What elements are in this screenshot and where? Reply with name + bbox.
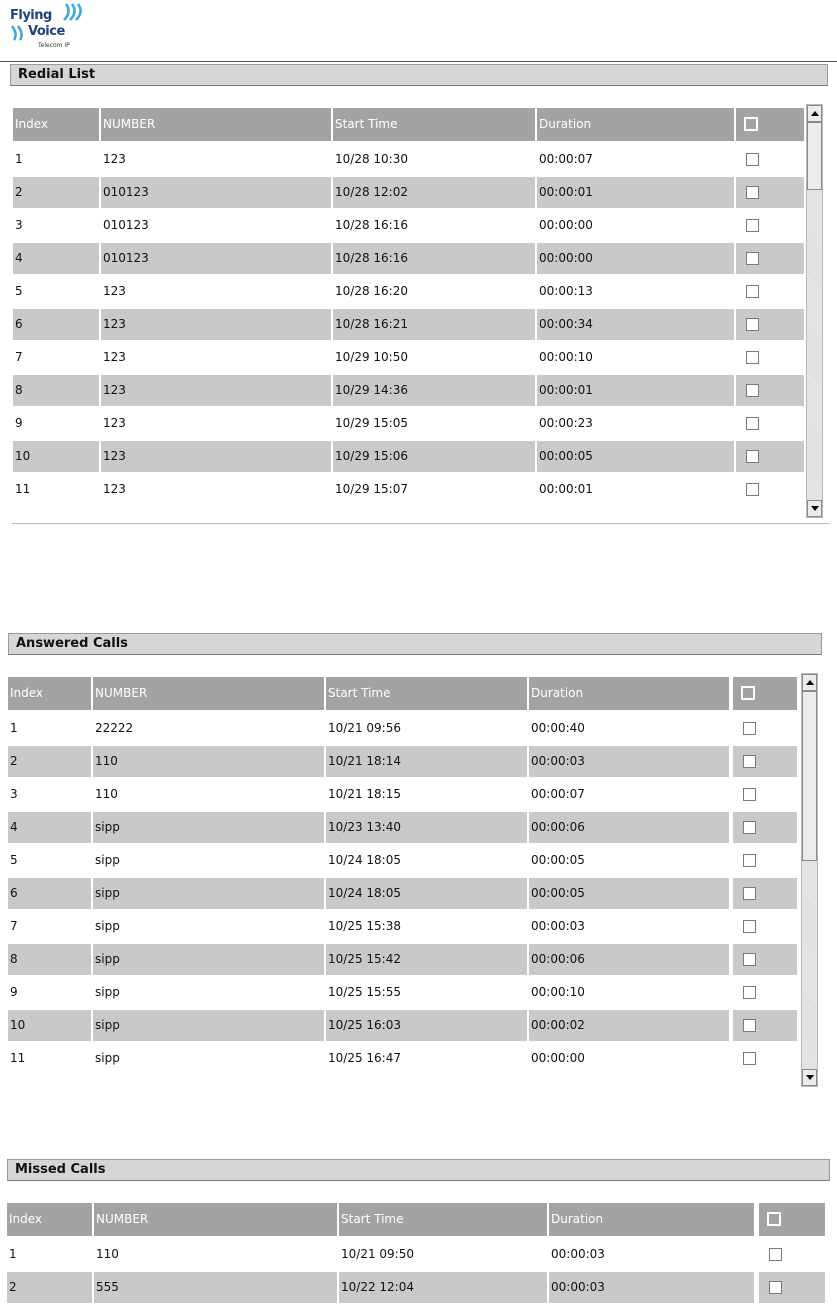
row-checkbox[interactable]	[746, 417, 759, 430]
missed-calls-header: Missed Calls	[7, 1159, 830, 1181]
row-start-time: 10/25 15:42	[326, 944, 527, 975]
column-header-duration: Duration	[537, 108, 734, 141]
row-duration: 00:00:02	[529, 1010, 729, 1041]
row-start-time: 10/21 09:50	[341, 1247, 414, 1261]
row-select-cell	[733, 1043, 797, 1074]
row-index: 10	[13, 441, 99, 472]
wave-icon	[62, 2, 84, 22]
row-duration: 00:00:07	[539, 152, 593, 166]
row-number: 123	[103, 350, 126, 364]
row-checkbox[interactable]	[746, 153, 759, 166]
row-checkbox[interactable]	[746, 318, 759, 331]
column-header-index: Index	[13, 108, 99, 141]
row-duration: 00:00:00	[537, 243, 734, 274]
row-number: sipp	[95, 985, 120, 999]
row-select-cell	[736, 243, 804, 274]
row-select-cell	[733, 878, 797, 909]
row-duration: 00:00:01	[539, 482, 593, 496]
row-checkbox[interactable]	[746, 450, 759, 463]
row-number: 123	[101, 375, 331, 406]
row-index: 1	[10, 721, 18, 735]
row-duration: 00:00:03	[549, 1272, 754, 1303]
column-header-number: NUMBER	[93, 677, 324, 710]
column-header-duration: Duration	[549, 1203, 754, 1236]
row-index: 6	[8, 878, 91, 909]
redial-list-bottom-border	[12, 523, 830, 524]
row-duration: 00:00:10	[531, 985, 585, 999]
row-index: 11	[10, 1051, 26, 1065]
row-start-time: 10/25 16:47	[328, 1051, 401, 1065]
row-checkbox[interactable]	[743, 722, 756, 735]
top-divider	[0, 61, 837, 62]
row-index: 1	[15, 152, 23, 166]
row-start-time: 10/25 15:38	[328, 919, 401, 933]
row-checkbox[interactable]	[743, 986, 756, 999]
row-checkbox[interactable]	[743, 788, 756, 801]
row-number: sipp	[95, 853, 120, 867]
row-index: 7	[15, 350, 23, 364]
row-select-cell	[733, 911, 797, 942]
column-header-number: NUMBER	[101, 108, 331, 141]
row-start-time: 10/28 16:16	[335, 218, 408, 232]
row-select-cell	[733, 746, 797, 777]
row-start-time: 10/28 16:16	[333, 243, 535, 274]
scroll-up-button[interactable]	[807, 105, 822, 122]
row-checkbox[interactable]	[746, 285, 759, 298]
row-duration: 00:00:07	[531, 787, 585, 801]
row-index: 4	[13, 243, 99, 274]
row-number: 010123	[101, 243, 331, 274]
row-index: 9	[10, 985, 18, 999]
scroll-down-button[interactable]	[802, 1069, 817, 1086]
row-number: 22222	[95, 721, 134, 735]
row-index: 2	[7, 1272, 92, 1303]
row-checkbox[interactable]	[769, 1281, 782, 1294]
row-start-time: 10/24 18:05	[326, 878, 527, 909]
row-checkbox[interactable]	[743, 1052, 756, 1065]
row-number: 123	[103, 152, 126, 166]
row-duration: 00:00:10	[539, 350, 593, 364]
row-index: 3	[15, 218, 23, 232]
arrow-down-icon	[811, 506, 819, 511]
row-index: 5	[10, 853, 18, 867]
wave-icon-left	[10, 24, 28, 42]
row-select-cell	[733, 1010, 797, 1041]
row-duration: 00:00:03	[551, 1247, 605, 1261]
row-index: 8	[8, 944, 91, 975]
row-duration: 00:00:01	[537, 375, 734, 406]
row-select-cell	[733, 944, 797, 975]
row-start-time: 10/29 15:05	[335, 416, 408, 430]
row-start-time: 10/21 18:15	[328, 787, 401, 801]
row-select-cell	[733, 977, 797, 1008]
row-index: 2	[8, 746, 91, 777]
row-index: 7	[10, 919, 18, 933]
row-duration: 00:00:05	[529, 878, 729, 909]
select-all-checkbox[interactable]	[744, 117, 758, 131]
row-number: sipp	[93, 812, 324, 843]
row-duration: 00:00:06	[529, 812, 729, 843]
row-duration: 00:00:03	[529, 746, 729, 777]
row-index: 6	[13, 309, 99, 340]
column-header-start-time: Start Time	[333, 108, 535, 141]
row-index: 5	[15, 284, 23, 298]
select-all-cell	[759, 1203, 825, 1236]
arrow-up-icon	[806, 680, 814, 685]
row-index: 1	[9, 1247, 17, 1261]
row-select-cell	[736, 144, 804, 175]
row-start-time: 10/25 15:55	[328, 985, 401, 999]
row-duration: 00:00:05	[537, 441, 734, 472]
scroll-thumb[interactable]	[802, 691, 817, 861]
answered-calls-table	[8, 677, 798, 1087]
scroll-up-button[interactable]	[802, 674, 817, 691]
select-all-cell	[736, 108, 804, 141]
row-number: sipp	[95, 919, 120, 933]
redial-list-table	[13, 108, 804, 522]
row-duration: 00:00:06	[529, 944, 729, 975]
row-checkbox[interactable]	[746, 351, 759, 364]
column-header-start-time: Start Time	[326, 677, 527, 710]
row-duration: 00:00:01	[537, 177, 734, 208]
answered-calls-header: Answered Calls	[8, 633, 822, 655]
row-index: 9	[15, 416, 23, 430]
row-index: 2	[13, 177, 99, 208]
row-checkbox[interactable]	[743, 920, 756, 933]
select-all-checkbox[interactable]	[767, 1212, 781, 1226]
row-checkbox[interactable]	[746, 186, 759, 199]
row-index: 10	[8, 1010, 91, 1041]
row-start-time: 10/29 15:07	[335, 482, 408, 496]
row-start-time: 10/23 13:40	[326, 812, 527, 843]
logo-tagline: Telecom IP	[38, 42, 70, 49]
row-start-time: 10/28 16:20	[335, 284, 408, 298]
column-header-start-time: Start Time	[339, 1203, 547, 1236]
row-duration: 00:00:40	[531, 721, 585, 735]
row-checkbox[interactable]	[743, 854, 756, 867]
row-select-cell	[736, 177, 804, 208]
row-number: sipp	[93, 878, 324, 909]
row-number: 123	[101, 309, 331, 340]
redial-list-scrollbar[interactable]	[806, 104, 823, 518]
select-all-cell	[733, 677, 797, 710]
logo-text-flying: Flying	[10, 8, 52, 23]
row-number: 110	[93, 746, 324, 777]
row-start-time: 10/29 15:06	[333, 441, 535, 472]
row-index: 8	[13, 375, 99, 406]
row-start-time: 10/24 18:05	[328, 853, 401, 867]
row-number: 555	[94, 1272, 337, 1303]
row-duration: 00:00:00	[539, 218, 593, 232]
row-number: 123	[103, 416, 126, 430]
row-start-time: 10/28 10:30	[335, 152, 408, 166]
row-select-cell	[736, 342, 804, 373]
flying-voice-logo	[8, 2, 88, 56]
row-select-cell	[736, 474, 804, 505]
row-duration: 00:00:03	[531, 919, 585, 933]
row-select-cell	[736, 276, 804, 307]
row-duration: 00:00:34	[537, 309, 734, 340]
row-number: 123	[103, 284, 126, 298]
row-select-cell	[733, 812, 797, 843]
row-number: 123	[103, 482, 126, 496]
row-checkbox[interactable]	[746, 384, 759, 397]
row-select-cell	[736, 441, 804, 472]
row-number: sipp	[95, 1051, 120, 1065]
row-select-cell	[736, 375, 804, 406]
row-checkbox[interactable]	[746, 483, 759, 496]
row-select-cell	[736, 309, 804, 340]
row-start-time: 10/28 16:21	[333, 309, 535, 340]
row-index: 3	[10, 787, 18, 801]
row-select-cell	[736, 408, 804, 439]
row-checkbox[interactable]	[743, 821, 756, 834]
row-number: 010123	[103, 218, 149, 232]
scroll-down-button[interactable]	[807, 500, 822, 517]
row-checkbox[interactable]	[746, 252, 759, 265]
row-select-cell	[736, 210, 804, 241]
select-all-checkbox[interactable]	[741, 686, 755, 700]
row-duration: 00:00:00	[531, 1051, 585, 1065]
redial-list-header: Redial List	[10, 64, 828, 86]
row-select-cell	[733, 713, 797, 744]
answered-calls-scrollbar[interactable]	[801, 673, 818, 1087]
row-number: 010123	[101, 177, 331, 208]
row-index: 4	[8, 812, 91, 843]
row-checkbox[interactable]	[746, 219, 759, 232]
row-start-time: 10/28 12:02	[333, 177, 535, 208]
row-select-cell	[759, 1239, 825, 1270]
row-start-time: 10/29 10:50	[335, 350, 408, 364]
scroll-thumb[interactable]	[807, 122, 822, 190]
row-select-cell	[733, 779, 797, 810]
column-header-number: NUMBER	[94, 1203, 337, 1236]
row-number: sipp	[93, 1010, 324, 1041]
row-checkbox[interactable]	[743, 887, 756, 900]
row-duration: 00:00:05	[531, 853, 585, 867]
row-number: 110	[95, 787, 118, 801]
row-checkbox[interactable]	[743, 1019, 756, 1032]
arrow-down-icon	[806, 1075, 814, 1080]
missed-calls-table	[7, 1203, 829, 1310]
row-duration: 00:00:13	[539, 284, 593, 298]
row-start-time: 10/22 12:04	[339, 1272, 547, 1303]
row-index: 11	[15, 482, 31, 496]
row-number: 110	[96, 1247, 119, 1261]
row-start-time: 10/21 09:56	[328, 721, 401, 735]
row-checkbox[interactable]	[743, 953, 756, 966]
row-number: sipp	[93, 944, 324, 975]
column-header-duration: Duration	[529, 677, 729, 710]
column-header-index: Index	[8, 677, 91, 710]
column-header-index: Index	[7, 1203, 92, 1236]
arrow-up-icon	[811, 111, 819, 116]
row-start-time: 10/25 16:03	[326, 1010, 527, 1041]
logo-text-voice: Voice	[28, 24, 65, 39]
row-duration: 00:00:23	[539, 416, 593, 430]
row-number: 123	[101, 441, 331, 472]
row-checkbox[interactable]	[769, 1248, 782, 1261]
row-checkbox[interactable]	[743, 755, 756, 768]
row-select-cell	[759, 1272, 825, 1303]
row-start-time: 10/29 14:36	[333, 375, 535, 406]
row-select-cell	[733, 845, 797, 876]
row-start-time: 10/21 18:14	[326, 746, 527, 777]
